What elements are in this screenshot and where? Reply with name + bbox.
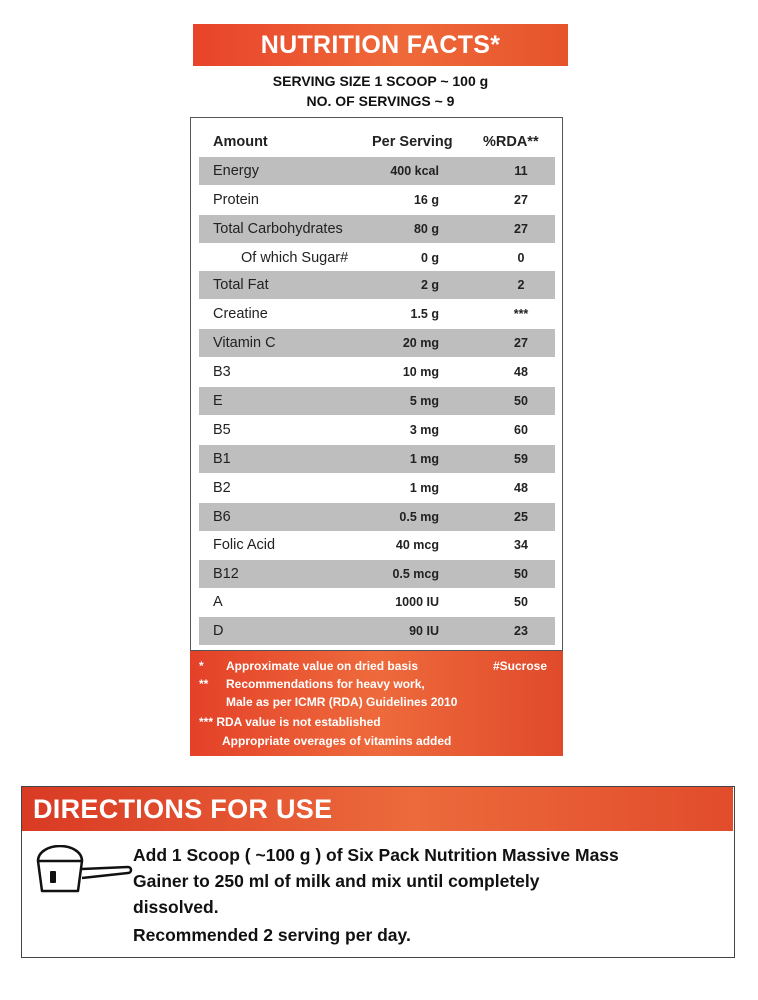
rda-value: 59 bbox=[514, 452, 528, 466]
scoop-icon bbox=[32, 845, 134, 893]
footnote-icmr: Male as per ICMR (RDA) Guidelines 2010 bbox=[226, 695, 458, 709]
table-row bbox=[199, 300, 555, 328]
table-row bbox=[199, 215, 555, 243]
footnotes-panel bbox=[190, 651, 563, 756]
per-serving-value: 400 kcal bbox=[390, 164, 439, 178]
column-header-rda: %RDA** bbox=[483, 134, 539, 150]
table-row bbox=[199, 503, 555, 531]
nutrient-name: Of which Sugar# bbox=[241, 250, 349, 266]
rda-value: 11 bbox=[514, 164, 528, 178]
directions-title: DIRECTIONS FOR USE bbox=[22, 787, 733, 831]
directions-line-4: Recommended 2 serving per day. bbox=[133, 925, 411, 945]
nutrient-name: E bbox=[213, 393, 223, 409]
footnote-mark: ** bbox=[199, 677, 209, 691]
serving-size: SERVING SIZE 1 SCOOP ~ 100 g bbox=[272, 73, 489, 89]
nutrient-name: D bbox=[213, 623, 224, 639]
rda-value: 0 bbox=[517, 251, 525, 265]
rda-value: *** bbox=[513, 307, 529, 321]
nutrient-name: Energy bbox=[213, 163, 259, 179]
nutrition-facts-title: NUTRITION FACTS* bbox=[193, 24, 568, 66]
rda-value: 50 bbox=[514, 394, 528, 408]
rda-value: 48 bbox=[514, 481, 528, 495]
nutrient-name: B3 bbox=[213, 364, 231, 380]
per-serving-value: 1000 IU bbox=[395, 595, 439, 609]
rda-value: 2 bbox=[517, 278, 525, 292]
nutrient-name: B6 bbox=[213, 509, 231, 525]
table-row bbox=[199, 617, 555, 645]
rda-value: 25 bbox=[514, 510, 528, 524]
table-row bbox=[199, 531, 555, 559]
table-row bbox=[199, 416, 555, 444]
nutrient-name: B5 bbox=[213, 422, 231, 438]
table-row bbox=[199, 387, 555, 415]
per-serving-value: 80 g bbox=[413, 222, 439, 236]
column-header-per-serving: Per Serving bbox=[372, 134, 453, 150]
rda-value: 50 bbox=[514, 567, 528, 581]
footnote-overages: Appropriate overages of vitamins added bbox=[222, 734, 452, 748]
per-serving-value: 20 mg bbox=[402, 336, 439, 350]
per-serving-value: 10 mg bbox=[402, 365, 439, 379]
rda-value: 34 bbox=[514, 538, 528, 552]
directions-line-3: dissolved. bbox=[133, 897, 219, 917]
nutrient-name: Vitamin C bbox=[213, 335, 276, 351]
footnote-dried-basis: Approximate value on dried basis bbox=[226, 659, 419, 673]
column-header-amount: Amount bbox=[213, 134, 268, 150]
nutrient-name: B12 bbox=[213, 566, 239, 582]
directions-line-1: Add 1 Scoop ( ~100 g ) of Six Pack Nutrition Massive Mass bbox=[133, 845, 619, 865]
per-serving-value: 2 g bbox=[420, 278, 439, 292]
table-row bbox=[199, 445, 555, 473]
per-serving-value: 1.5 g bbox=[410, 307, 439, 321]
per-serving-value: 5 mg bbox=[409, 394, 439, 408]
nutrition-table bbox=[190, 117, 563, 651]
table-row bbox=[199, 588, 555, 616]
nutrient-name: Creatine bbox=[213, 306, 268, 322]
nutrient-name: A bbox=[213, 594, 223, 610]
per-serving-value: 0.5 mg bbox=[399, 510, 439, 524]
table-row bbox=[199, 186, 555, 214]
per-serving-value: 16 g bbox=[413, 193, 439, 207]
rda-value: 50 bbox=[514, 595, 528, 609]
per-serving-value: 3 mg bbox=[409, 423, 439, 437]
per-serving-value: 90 IU bbox=[409, 624, 439, 638]
rda-value: 48 bbox=[514, 365, 528, 379]
nutrient-name: B1 bbox=[213, 451, 231, 467]
rda-value: 23 bbox=[514, 624, 528, 638]
rda-value: 27 bbox=[514, 336, 528, 350]
per-serving-value: 0 g bbox=[420, 251, 439, 265]
servings-count: NO. OF SERVINGS ~ 9 bbox=[306, 93, 455, 109]
table-row bbox=[199, 244, 555, 272]
footnote-mark: * bbox=[199, 659, 204, 673]
footnote-sucrose: #Sucrose bbox=[493, 659, 548, 673]
per-serving-value: 1 mg bbox=[409, 481, 439, 495]
table-row bbox=[199, 157, 555, 185]
table-row bbox=[199, 329, 555, 357]
footnote-rda-not-established: *** RDA value is not established bbox=[199, 715, 381, 729]
table-row bbox=[199, 560, 555, 588]
per-serving-value: 1 mg bbox=[409, 452, 439, 466]
nutrient-name: Folic Acid bbox=[213, 537, 276, 553]
table-row bbox=[199, 358, 555, 386]
table-row bbox=[199, 271, 555, 299]
per-serving-value: 40 mcg bbox=[395, 538, 439, 552]
table-row bbox=[199, 474, 555, 502]
footnote-heavy-work: Recommendations for heavy work, bbox=[226, 677, 425, 691]
directions-panel bbox=[21, 786, 735, 958]
rda-value: 60 bbox=[514, 423, 528, 437]
directions-line-2: Gainer to 250 ml of milk and mix until completely bbox=[133, 871, 540, 891]
nutrient-name: Total Fat bbox=[213, 277, 269, 293]
nutrient-name: Protein bbox=[213, 192, 259, 208]
nutrient-name: B2 bbox=[213, 480, 231, 496]
per-serving-value: 0.5 mcg bbox=[392, 567, 439, 581]
rda-value: 27 bbox=[514, 193, 528, 207]
nutrient-name: Total Carbohydrates bbox=[213, 221, 343, 237]
rda-value: 27 bbox=[514, 222, 528, 236]
